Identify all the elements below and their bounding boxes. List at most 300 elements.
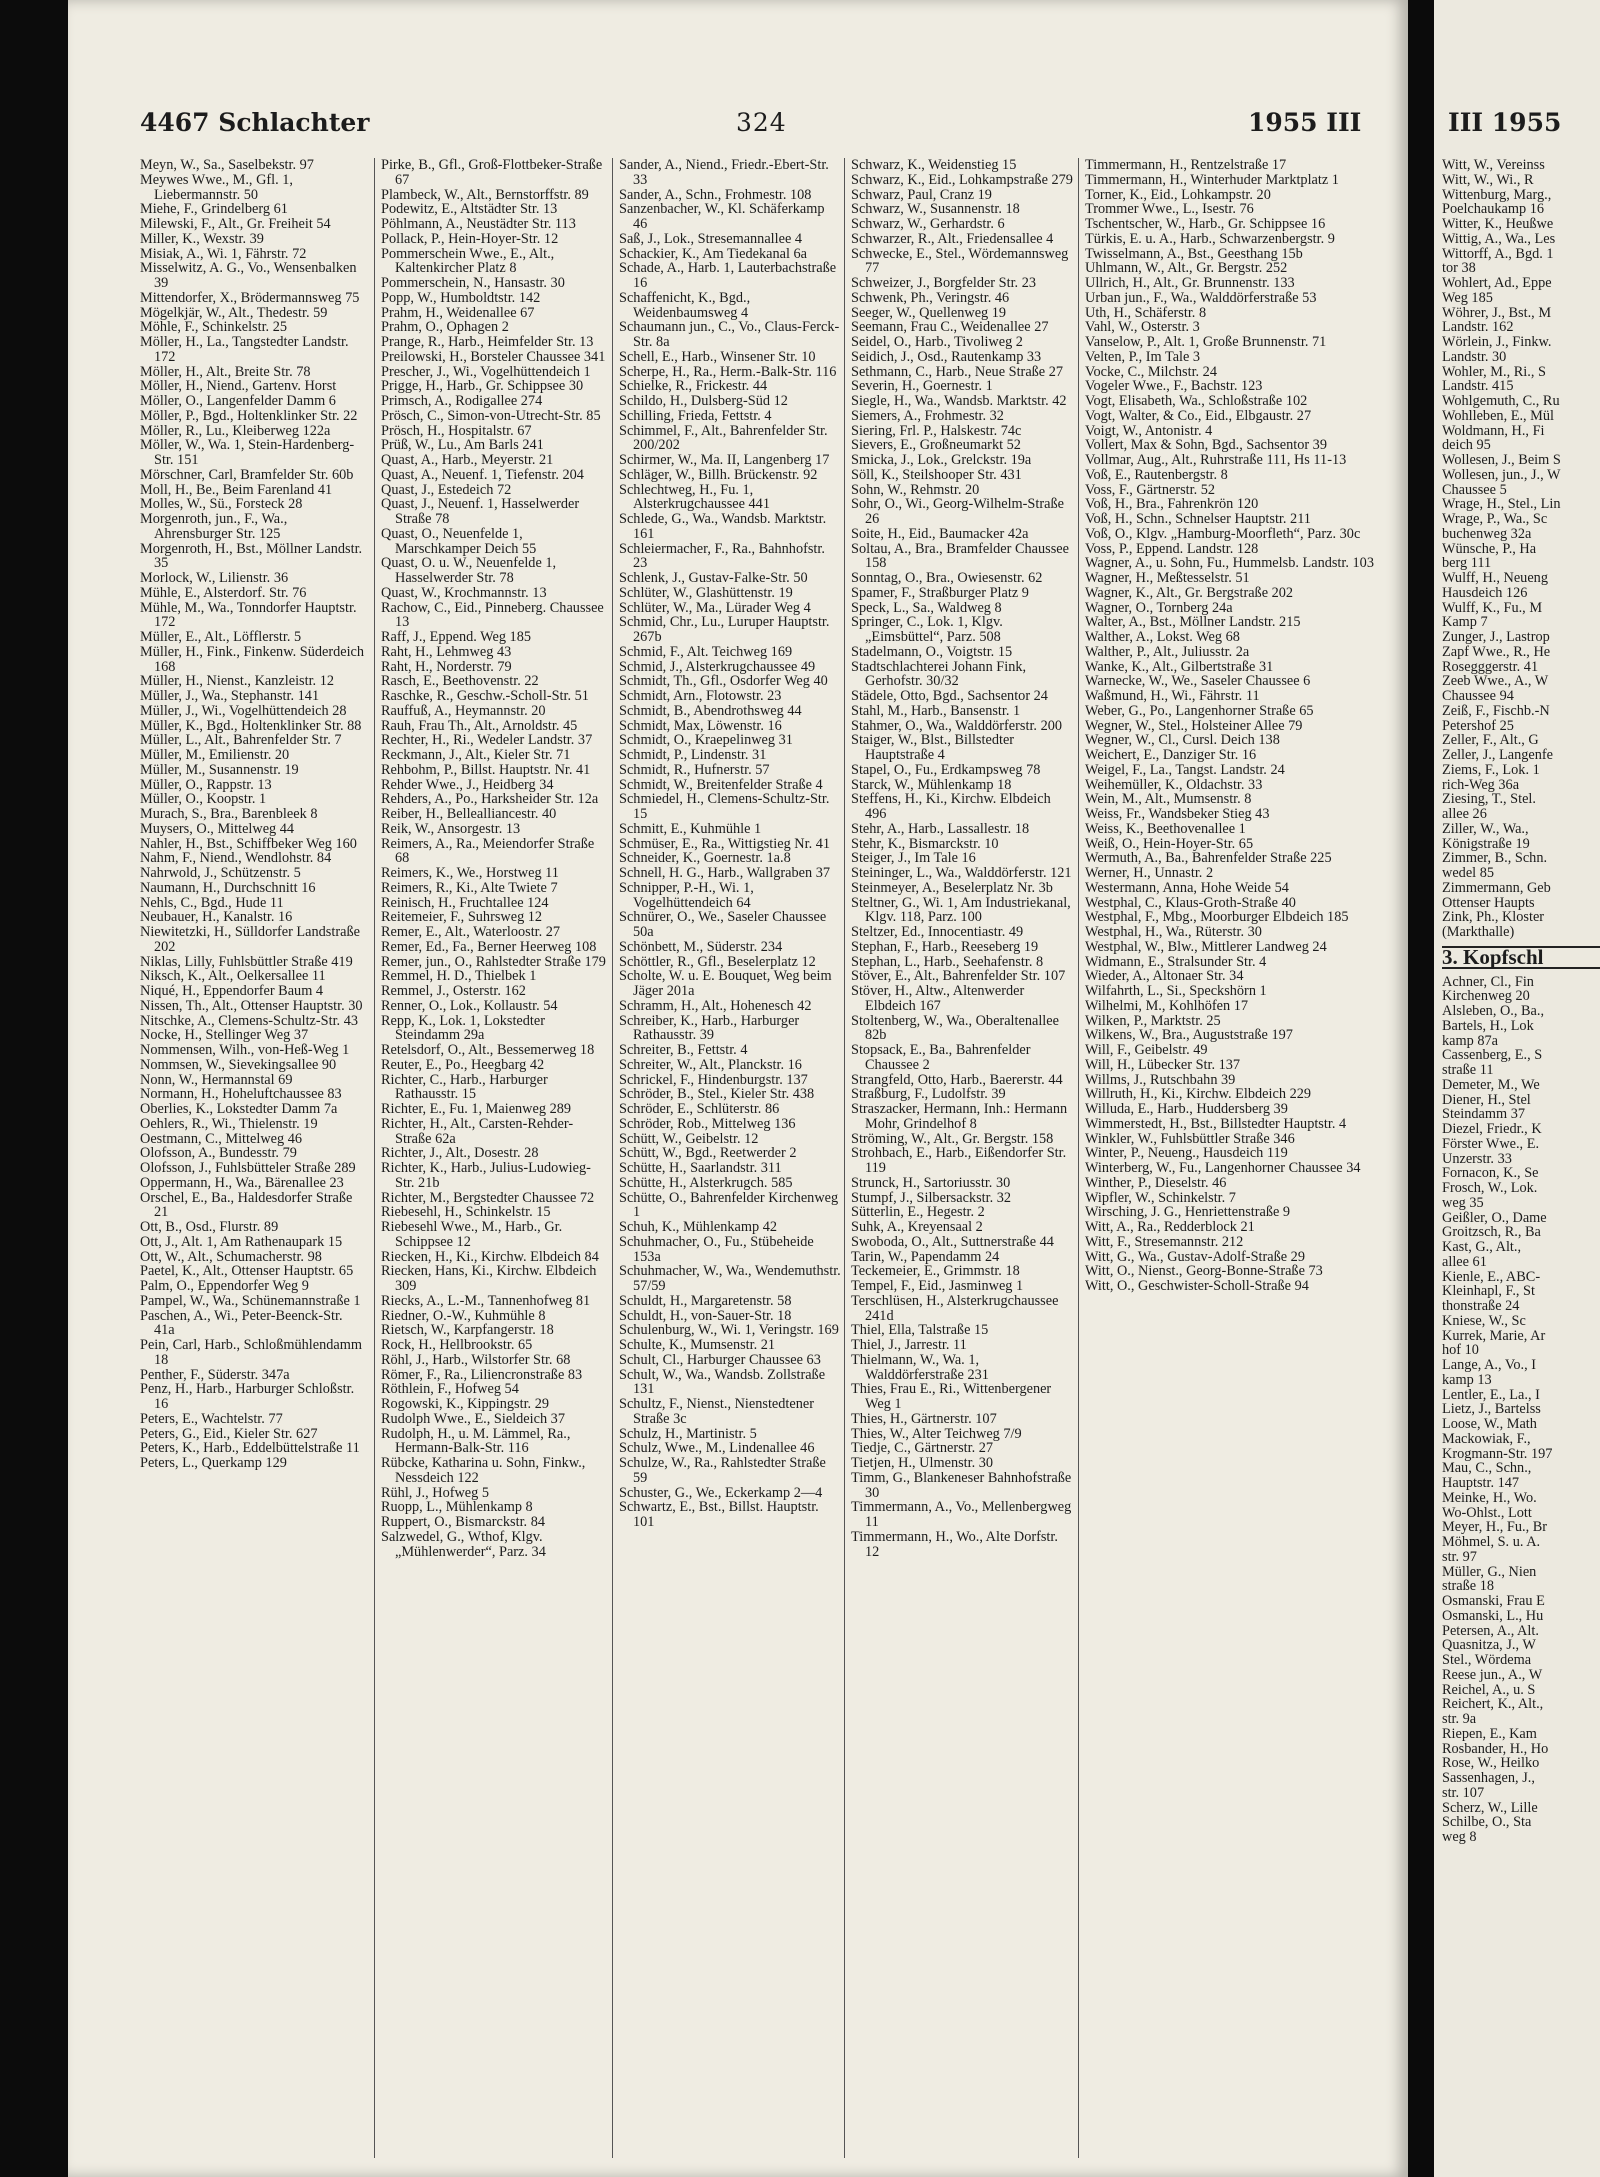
next-page-entry: rich-Weg 36a [1442,776,1520,793]
directory-entry: Schell, E., Harb., Winsener Str. 10 [619,348,816,365]
directory-entry: Ott, B., Osd., Flurstr. 89 [140,1219,279,1235]
directory-entry: Müller, K., Bgd., Holtenklinker Str. 88 [140,717,362,734]
directory-entry: Wilfahrth, L., Si., Speckshörn 1 [1085,983,1267,999]
next-page-entry: str. 97 [1442,1548,1477,1565]
directory-entry: Steiger, J., Im Tale 16 [851,850,976,867]
next-page-entry: straße 11 [1442,1062,1494,1078]
directory-entry: Stephan, F., Harb., Reeseberg 19 [851,938,1039,955]
directory-entry: Wegner, W., Stel., Holsteiner Allee 79 [1085,717,1303,734]
directory-entry: Nocke, H., Stellinger Weg 37 [140,1027,309,1044]
directory-entry: Wagner, O., Tornberg 24a [1085,599,1233,616]
directory-entry: Schirmer, W., Ma. II, Langenberg 17 [619,452,830,468]
directory-entry: Rauh, Frau Th., Alt., Arnoldstr. 45 [381,717,578,734]
directory-entry: Wagner, K., Alt., Gr. Bergstraße 202 [1085,584,1294,601]
directory-entry: Miller, K., Wexstr. 39 [140,230,264,247]
directory-entry: Sander, A., Niend., Friedr.-Ebert-Str. 33 [619,158,829,188]
directory-entry: Voß, O., Klgv. „Hamburg-Moorfleth“, Parz. 30c [1085,525,1361,542]
directory-entry: Rechter, H., Ri., Wedeler Landstr. 37 [381,732,593,749]
directory-entry: Siegle, H., Wa., Wandsb. Marktstr. 42 [851,393,1067,409]
directory-entry: Schröder, B., Stel., Kieler Str. 438 [619,1086,815,1103]
directory-entry: Nahler, H., Bst., Schiffbeker Weg 160 [140,835,357,852]
next-page-entry: Witt, W., Vereinss [1442,157,1545,173]
directory-entry: Scherpe, H., Ra., Herm.-Balk-Str. 116 [619,363,837,380]
directory-entry: Speck, L., Sa., Waldweg 8 [851,599,1002,616]
directory-entry: Schildo, H., Dulsberg-Süd 12 [619,393,788,409]
directory-entry: Quast, J., Estedeich 72 [381,481,512,498]
directory-entry: Sanzenbacher, W., Kl. Schäferkamp 46 [619,201,825,232]
directory-entry: Müller, J., Wa., Stephanstr. 141 [140,688,320,704]
directory-entry: Schmid, Chr., Lu., Luruper Hauptstr. 267b [619,614,830,645]
next-page-entry: Chaussee 5 [1442,481,1507,498]
next-page-entry: kamp 13 [1442,1371,1492,1388]
directory-entry: Söll, K., Steilshooper Str. 431 [851,466,1022,483]
directory-entry: Röhl, J., Harb., Wilstorfer Str. 68 [381,1351,571,1368]
directory-entry: Vollmar, Aug., Alt., Ruhrstraße 111, Hs 11-13 [1085,452,1347,468]
next-page-entry: Achner, Cl., Fin [1442,973,1534,990]
next-page-entry: Wohlgemuth, C., Ru [1442,393,1560,409]
directory-entry: Soltau, A., Bra., Bramfelder Chaussee 158 [851,540,1069,572]
next-page-entry: Landstr. 30 [1442,348,1507,365]
directory-entry: Meyn, W., Sa., Saselbekstr. 97 [140,158,314,173]
directory-entry: Twisselmann, A., Bst., Geesthang 15b [1085,245,1303,262]
directory-entry: Schmidt, Th., Gfl., Osdorfer Weg 40 [619,673,828,690]
directory-entry: Westphal, C., Klaus-Groth-Straße 40 [1085,894,1296,911]
next-page-entry: Wöhrer, J., Bst., M [1442,304,1552,321]
directory-entry: Quast, O. u. W., Neuenfelde 1, Hasselwerder Str. 78 [381,555,557,586]
directory-entry: Wilken, P., Marktstr. 25 [1085,1012,1221,1029]
directory-entry: Renner, O., Lok., Kollaustr. 54 [381,997,558,1014]
directory-entry: Westphal, W., Blw., Mittlerer Landweg 24 [1085,938,1327,955]
directory-entry: Schreiter, W., Alt., Planckstr. 16 [619,1056,802,1073]
directory-entry: Schleiermacher, F., Ra., Bahnhofstr. 23 [619,540,825,572]
next-page-entry: weg 35 [1442,1194,1484,1211]
directory-entry: Naumann, H., Durchschnitt 16 [140,879,316,896]
directory-entry: Werner, H., Unnastr. 2 [1085,865,1214,881]
next-page-entry: Landstr. 162 [1442,319,1514,336]
next-page-entry: Kleinhapl, F., St [1442,1283,1535,1300]
directory-entry: Penz, H., Harb., Harburger Schloßstr. 16 [140,1381,355,1412]
next-page-entry: Hauptstr. 147 [1442,1475,1520,1491]
next-page-entry: Wohler, M., Ri., S [1442,363,1546,380]
directory-entry: Richter, J., Alt., Dosestr. 28 [381,1145,539,1162]
next-page-entry: Osmanski, Frau E [1442,1593,1545,1609]
next-page-entry: thonstraße 24 [1442,1298,1520,1314]
directory-entry: Urban jun., F., Wa., Walddörferstraße 53 [1085,289,1317,306]
directory-entry: Spamer, F., Straßburger Platz 9 [851,584,1029,601]
next-page-entry: Rosbander, H., Ho [1442,1740,1549,1757]
directory-entry: Riecken, Hans, Ki., Kirchw. Elbdeich 309 [381,1263,597,1294]
directory-entry: Schweizer, J., Borgfelder Str. 23 [851,275,1036,291]
directory-entry: Olofsson, J., Fuhlsbütteler Straße 289 [140,1160,356,1176]
directory-entry: Sievers, E., Großneumarkt 52 [851,437,1021,454]
directory-entry: Schwenk, Ph., Veringstr. 46 [851,289,1010,306]
directory-entry: Stehr, K., Bismarckstr. 10 [851,835,999,852]
directory-entry: Winther, P., Dieselstr. 46 [1085,1174,1227,1191]
directory-entry: Möller, R., Lu., Kleiberweg 122a [140,422,331,439]
next-page-entry: Kast, G., Alt., [1442,1239,1522,1255]
directory-entry: Wagner, H., Meßtesselstr. 51 [1085,570,1250,586]
directory-entry: Meywes Wwe., M., Gfl. 1, Liebermannstr. 50 [140,171,294,203]
next-page-entry: Ziems, F., Lok. 1 [1442,761,1540,778]
directory-entry: Salzwedel, G., Wthof, Klgv. „Mühlenwerder“, Parz. 34 [381,1528,546,1560]
page-number: 324 [736,108,787,137]
directory-entry: Voss, F., Gärtnerstr. 52 [1085,481,1216,498]
next-page-entry: str. 107 [1442,1784,1485,1801]
next-page-entry: Krogmann-Str. 197 [1442,1445,1553,1462]
directory-entry: Seemann, Frau C., Weidenallee 27 [851,319,1049,336]
directory-entry: Niksch, K., Alt., Oelkersallee 11 [140,968,326,985]
directory-entry: Remmel, J., Osterstr. 162 [381,983,526,999]
directory-entry: Pein, Carl, Harb., Schloßmühlendamm 18 [140,1337,362,1368]
directory-entry: Rogowski, K., Kippingstr. 29 [381,1396,550,1412]
directory-entry: Trommer Wwe., L., Isestr. 76 [1085,201,1254,218]
directory-entry: Müller, J., Wi., Vogelhüttendeich 28 [140,702,347,719]
directory-entry: Molles, W., Sü., Forsteck 28 [140,496,303,513]
next-page-entry: Wohlleben, E., Mül [1442,407,1555,424]
directory-entry: Peters, G., Eid., Kieler Str. 627 [140,1425,318,1442]
directory-entry: Quast, A., Harb., Meyerstr. 21 [381,452,554,468]
directory-entry: Schmitt, E., Kuhmühle 1 [619,820,762,837]
directory-entry: Winter, P., Neueng., Hausdeich 119 [1085,1145,1288,1162]
directory-entry: Rudolph Wwe., E., Sieldeich 37 [381,1410,565,1427]
directory-entry: Misiak, A., Wi. 1, Fährstr. 72 [140,245,307,262]
directory-entry: Swoboda, O., Alt., Suttnerstraße 44 [851,1233,1054,1250]
next-page-entry: Wollesen, jun., J., W [1442,466,1561,483]
directory-entry: Repp, K., Lok. 1, Lokstedter Steindamm 29a [381,1012,545,1044]
next-page-entry: Zimmer, B., Schn. [1442,850,1548,867]
next-page-entry: Zimmermann, Geb [1442,879,1551,896]
next-page-column [1442,158,1600,1845]
directory-entry: Willruth, H., Ki., Kirchw. Elbdeich 229 [1085,1086,1312,1103]
next-page-header: III 1955 [1448,108,1562,137]
directory-entry: Walther, P., Alt., Juliusstr. 2a [1085,643,1250,660]
directory-entry: Willms, J., Rutschbahn 39 [1085,1071,1236,1088]
directory-entry: Müller, H., Nienst., Kanzleistr. 12 [140,673,334,690]
directory-entry: Thiel, Ella, Talstraße 15 [851,1322,989,1339]
directory-entry: Straszacker, Hermann, Inh.: Hermann Mohr, Grindelhof 8 [851,1101,1068,1132]
directory-entry: Soite, H., Eid., Baumacker 42a [851,525,1029,542]
next-page-entry: Steindamm 37 [1442,1106,1525,1123]
directory-entry: Schwarz, Paul, Cranz 19 [851,186,992,203]
directory-entry: Müller, M., Emilienstr. 20 [140,747,290,763]
next-page-entry: straße 18 [1442,1578,1495,1595]
directory-entry: Schütt, W., Bgd., Reetwerder 2 [619,1145,797,1162]
directory-entry: Timmermann, H., Rentzelstraße 17 [1085,158,1287,173]
next-page-entry: Wollesen, J., Beim S [1442,452,1561,468]
directory-entry: Suhk, A., Kreyensaal 2 [851,1219,983,1235]
directory-entry: Raschke, R., Geschw.-Scholl-Str. 51 [381,688,589,704]
directory-entry: Ullrich, H., Alt., Gr. Brunnenstr. 133 [1085,275,1295,291]
directory-entry: Remer, jun., O., Rahlstedter Straße 179 [381,953,606,970]
directory-entry: Schmidt, P., Lindenstr. 31 [619,747,767,763]
directory-entry: Niewitetzki, H., Sülldorfer Landstraße 202 [140,924,360,955]
directory-entry: Schwarz, W., Susannenstr. 18 [851,201,1020,218]
directory-entry: Stehr, A., Harb., Lassallestr. 18 [851,820,1030,837]
next-page-entry: Fornacon, K., Se [1442,1165,1539,1182]
next-page-entry: Witter, K., Heußwe [1442,216,1554,232]
column-2 [374,158,609,2158]
directory-entry: Stahmer, O., Wa., Walddörferstr. 200 [851,717,1063,734]
directory-entry: Thies, W., Alter Teichweg 7/9 [851,1425,1022,1442]
directory-entry: Paetel, K., Alt., Ottenser Hauptstr. 65 [140,1263,354,1280]
directory-entry: Weiss, K., Beethovenallee 1 [1085,820,1246,837]
directory-entry: Raht, H., Norderstr. 79 [381,658,512,675]
directory-entry: Schönbett, M., Süderstr. 234 [619,938,783,955]
directory-entry: Quast, A., Neuenf. 1, Tiefenstr. 204 [381,466,584,483]
directory-entry: Müller, E., Alt., Löfflerstr. 5 [140,629,302,645]
next-page-entry: Woldmann, H., Fi [1442,422,1545,439]
directory-entry: Peters, L., Querkamp 129 [140,1455,287,1471]
directory-entry: Schnürer, O., We., Saseler Chaussee 50a [619,909,827,940]
directory-entry: Pirke, B., Gfl., Groß-Flottbeker-Straße 67 [381,158,603,188]
directory-entry: Richter, E., Fu. 1, Maienweg 289 [381,1101,572,1117]
directory-entry: Sander, A., Schn., Frohmestr. 108 [619,186,812,203]
directory-entry: Schuhmacher, O., Fu., Stübeheide 153a [619,1233,814,1265]
directory-entry: Retelsdorf, O., Alt., Bessemerweg 18 [381,1042,595,1058]
directory-entry: Reinisch, H., Fruchtallee 124 [381,894,549,911]
directory-entry: Prigge, H., Harb., Gr. Schippsee 30 [381,378,584,395]
directory-entry: Riecks, A., L.-M., Tannenhofweg 81 [381,1292,591,1309]
directory-entry: Schläger, W., Billh. Brückenstr. 92 [619,466,818,483]
directory-entry: Straßburg, F., Ludolfstr. 39 [851,1086,1006,1103]
directory-page [68,0,1408,2177]
directory-entry: Winkler, W., Fuhlsbüttler Straße 346 [1085,1130,1295,1147]
directory-entry: Weiss, Fr., Wandsbeker Stieg 43 [1085,806,1270,822]
directory-entry: Pollack, P., Hein-Hoyer-Str. 12 [381,230,559,247]
directory-entry: Torner, K., Eid., Lohkampstr. 20 [1085,186,1271,203]
directory-entry: Nissen, Th., Alt., Ottenser Hauptstr. 30 [140,997,363,1014]
directory-entry: Schulz, H., Martinistr. 5 [619,1425,757,1442]
directory-entry: Schrickel, F., Hindenburgstr. 137 [619,1071,808,1088]
directory-entry: Möhle, F., Schinkelstr. 25 [140,319,287,336]
next-page-entry: Rose, W., Heilko [1442,1755,1540,1772]
directory-entry: Orschel, E., Ba., Haldesdorfer Straße 21 [140,1189,353,1221]
directory-entry: Vogt, Walter, & Co., Eid., Elbgaustr. 27 [1085,407,1312,424]
directory-entry: Schackier, K., Am Tiedekanal 6a [619,245,808,262]
directory-entry: Niklas, Lilly, Fuhlsbüttler Straße 419 [140,953,353,970]
directory-entry: Schmidt, R., Hufnerstr. 57 [619,761,770,778]
directory-entry: Schreiber, K., Harb., Harburger Rathausstr. 39 [619,1012,800,1044]
directory-entry: Will, H., Lübecker Str. 137 [1085,1056,1241,1073]
directory-entry: Schröder, E., Schlüterstr. 86 [619,1101,780,1117]
directory-entry: Reimers, A., Ra., Meiendorfer Straße 68 [381,835,595,867]
directory-entry: Schmidt, B., Abendrothsweg 44 [619,702,802,719]
next-page-entry: Kienle, E., ABC- [1442,1268,1541,1285]
directory-entry: Schlede, G., Wa., Wandsb. Marktstr. 161 [619,511,827,542]
directory-entry: Ströming, W., Alt., Gr. Bergstr. 158 [851,1130,1054,1147]
directory-entry: Tarin, W., Papendamm 24 [851,1248,1000,1265]
directory-entry: Schmid, J., Alsterkrugchaussee 49 [619,658,816,675]
directory-entry: Rudolph, H., u. M. Lämmel, Ra., Hermann-Balk-Str. 116 [381,1425,571,1457]
next-page-entry: str. 9a [1442,1711,1477,1727]
directory-entry: Remer, E., Alt., Waterloostr. 27 [381,924,561,940]
directory-entry: Sethmann, C., Harb., Neue Straße 27 [851,363,1064,380]
directory-entry: Vocke, C., Milchstr. 24 [1085,363,1217,380]
next-page-entry: berg 111 [1442,555,1492,572]
directory-entry: Schütt, W., Geibelstr. 12 [619,1130,759,1147]
directory-entry: Morgenroth, jun., F., Wa., Ahrensburger Str. 125 [140,511,288,542]
directory-entry: Schimmel, F., Alt., Bahrenfelder Str. 200/202 [619,422,828,454]
next-page-entry: Reichert, K., Alt., [1442,1696,1544,1713]
directory-entry: Schneider, K., Goernestr. 1a.8 [619,850,791,867]
directory-entry: Stumpf, J., Silbersackstr. 32 [851,1189,1012,1206]
directory-entry: Schult, W., Wa., Wandsb. Zollstraße 131 [619,1366,826,1398]
directory-entry: Velten, P., Im Tale 3 [1085,348,1201,365]
directory-entry: Seeger, W., Quellenweg 19 [851,304,1007,321]
directory-entry: Strunck, H., Sartoriusstr. 30 [851,1174,1011,1191]
directory-entry: Steltzer, Ed., Innocentiastr. 49 [851,924,1024,940]
next-page-entry: Kamp 7 [1442,614,1488,631]
directory-entry: Riebesehl, H., Schinkelstr. 15 [381,1204,551,1221]
edition-year: 1955 III [1248,108,1362,137]
directory-entry: Pommerschein Wwe., E., Alt., Kaltenkircher Platz 8 [381,245,555,277]
directory-entry: Vahl, W., Osterstr. 3 [1085,319,1200,336]
column-5 [1078,158,1403,2158]
directory-entry: Staiger, W., Blst., Billstedter Hauptstraße 4 [851,732,1015,763]
directory-entry: Normann, H., Hoheluftchaussee 83 [140,1086,342,1103]
directory-entry: Richter, H., Alt., Carsten-Rehder-Straße 62a [381,1115,574,1147]
directory-entry: Oehlers, R., Wi., Thielenstr. 19 [140,1115,318,1132]
next-page-entry: Zapf Wwe., R., He [1442,643,1551,660]
next-page-entry: Förster Wwe., E. [1442,1135,1540,1152]
next-page-entry: Cassenberg, E., S [1442,1047,1543,1064]
directory-entry: Remmel, H. D., Thielbek 1 [381,968,537,985]
directory-entry: Wipfler, W., Schinkelstr. 7 [1085,1189,1236,1206]
directory-entry: Schmidt, Arn., Flotowstr. 23 [619,688,782,704]
directory-entry: Oestmann, C., Mittelweg 46 [140,1130,303,1147]
directory-entry: Schmidt, Max, Löwenstr. 16 [619,717,782,734]
directory-entry: Prahm, O., Ophagen 2 [381,319,509,336]
directory-entry: Wilkens, W., Bra., Auguststraße 197 [1085,1027,1293,1044]
next-page-entry: Zeeb Wwe., A., W [1442,673,1549,690]
next-page-entry: Poelchaukamp 16 [1442,201,1545,218]
directory-entry: Warnecke, W., We., Saseler Chaussee 6 [1085,673,1311,690]
directory-entry: Pampel, W., Wa., Schünemannstraße 1 [140,1292,361,1309]
directory-entry: Miehe, F., Grindelberg 61 [140,201,288,218]
next-page-entry: Wulff, K., Fu., M [1442,599,1543,616]
directory-entry: Sonntag, O., Bra., Owiesenstr. 62 [851,570,1043,586]
next-page-entry: Alsleben, O., Ba., [1442,1003,1545,1019]
directory-entry: Weiß, O., Hein-Hoyer-Str. 65 [1085,835,1254,852]
directory-entry: Popp, W., Humboldtstr. 142 [381,289,541,306]
next-page-entry: Wohlert, Ad., Eppe [1442,275,1552,291]
directory-entry: Nehls, C., Bgd., Hude 11 [140,894,284,911]
directory-entry: Winterberg, W., Fu., Langenhorner Chaussee 34 [1085,1160,1361,1176]
directory-entry: Smicka, J., Lok., Grelckstr. 19a [851,452,1032,468]
directory-entry: Prahm, H., Weidenallee 67 [381,304,535,321]
directory-entry: Schmüser, E., Ra., Wittigstieg Nr. 41 [619,835,831,852]
directory-entry: Schwecke, E., Stel., Wördemannsweg 77 [851,245,1069,277]
next-page-entry: Reichel, A., u. S [1442,1681,1536,1698]
next-page-entry: Quasnitza, J., W [1442,1637,1536,1654]
directory-entry: Stapel, O., Fu., Erdkampsweg 78 [851,761,1041,778]
directory-entry: Weihemüller, K., Oldachstr. 33 [1085,776,1263,793]
directory-entry: Podewitz, E., Altstädter Str. 13 [381,201,558,218]
directory-entry: Muysers, O., Mittelweg 44 [140,820,295,837]
directory-entry: Schwarz, K., Weidenstieg 15 [851,158,1017,173]
directory-entry: Paschen, A., Wi., Peter-Beenck-Str. 41a [140,1307,343,1339]
directory-entry: Vanselow, P., Alt. 1, Große Brunnenstr. 71 [1085,334,1327,350]
directory-entry: Witt, O., Nienst., Georg-Bonne-Straße 73 [1085,1263,1323,1280]
directory-entry: Reiber, H., Bellealliancestr. 40 [381,806,557,822]
directory-entry: Witt, F., Stresemannstr. 212 [1085,1233,1244,1250]
directory-entry: Reuter, E., Po., Heegbarg 42 [381,1056,545,1073]
directory-entry: Springer, C., Lok. 1, Klgv. „Eimsbüttel“, Parz. 508 [851,614,1003,645]
directory-entry: Nahrwold, J., Schützenstr. 5 [140,865,301,881]
directory-entry: Tiedje, C., Gärtnerstr. 27 [851,1440,994,1457]
directory-entry: Schuhmacher, W., Wa., Wendemuthstr. 57/59 [619,1263,841,1294]
directory-entry: Palm, O., Eppendorfer Weg 9 [140,1278,309,1294]
next-page-entry: Diezel, Friedr., K [1442,1121,1542,1137]
directory-entry: Möller, H., Niend., Gartenv. Horst [140,378,337,395]
next-page-entry: Kniese, W., Sc [1442,1312,1526,1329]
directory-entry: Weigel, F., La., Tangst. Landstr. 24 [1085,761,1285,778]
next-page-entry: Wittig, A., Wa., Les [1442,230,1556,247]
directory-entry: Rehbohm, P., Billst. Hauptstr. Nr. 41 [381,761,591,778]
directory-entry: Ruppert, O., Bismarckstr. 84 [381,1514,546,1530]
next-page-entry: Chaussee 94 [1442,688,1514,704]
directory-entry: Timm, G., Blankeneser Bahnhofstraße 30 [851,1469,1072,1501]
directory-entry: Schlüter, W., Glashüttenstr. 19 [619,584,793,601]
directory-entry: Timmermann, H., Winterhuder Marktplatz 1 [1085,171,1339,188]
directory-entry: Walter, A., Bst., Möllner Landstr. 215 [1085,614,1301,631]
directory-entry: Witt, A., Ra., Redderblock 21 [1085,1219,1255,1235]
next-page-entry: Landstr. 415 [1442,378,1514,395]
directory-entry: Möller, H., La., Tangstedter Landstr. 172 [140,334,349,365]
next-page-entry: Zink, Ph., Kloster [1442,909,1545,926]
directory-entry: Schwartz, E., Bst., Billst. Hauptstr. 101 [619,1499,819,1530]
next-page-entry: Scherz, W., Lille [1442,1799,1538,1816]
directory-entry: Müller, M., Susannenstr. 19 [140,761,299,778]
directory-entry: Riebesehl Wwe., M., Harb., Gr. Schippsee 12 [381,1219,563,1250]
next-page-entry: Ziller, W., Wa., [1442,820,1529,837]
next-page-entry: weg 8 [1442,1829,1477,1845]
directory-entry: Weichert, E., Danziger Str. 16 [1085,747,1257,763]
directory-entry: Rehder Wwe., J., Heidberg 34 [381,776,554,793]
directory-entry: Schielke, R., Frickestr. 44 [619,378,768,395]
next-page-entry: Lietz, J., Bartelss [1442,1401,1541,1418]
next-page-entry: Königstraße 19 [1442,835,1530,852]
next-page-entry: Rosegggerstr. 41 [1442,658,1539,675]
directory-entry: Scholte, W. u. E. Bouquet, Weg beim Jäger 201a [619,968,832,999]
directory-entry: Reitemeier, F., Suhrsweg 12 [381,909,543,926]
directory-entry: Sütterlin, E., Hegestr. 2 [851,1204,985,1221]
directory-entry: Voigt, W., Antonistr. 4 [1085,422,1213,439]
directory-entry: Misselwitz, A. G., Vo., Wensenbalken 39 [140,260,357,291]
directory-entry: Römer, F., Ra., Liliencronstraße 83 [381,1366,583,1383]
directory-entry: Mühle, E., Alsterdorf. Str. 76 [140,584,307,601]
directory-entry: Niqué, H., Eppendorfer Baum 4 [140,983,324,999]
directory-entry: Schuldt, H., von-Sauer-Str. 18 [619,1307,792,1324]
directory-entry: Uth, H., Schäferstr. 8 [1085,304,1207,321]
directory-entry: Plambeck, W., Alt., Bernstorffstr. 89 [381,186,589,203]
directory-entry: Schwarzer, R., Alt., Friedensallee 4 [851,230,1054,247]
directory-entry: Witt, G., Wa., Gustav-Adolf-Straße 29 [1085,1248,1305,1265]
directory-entry: Voß, H., Bra., Fahrenkrön 120 [1085,496,1259,513]
next-page-entry: Hausdeich 126 [1442,584,1528,601]
directory-entry: Schöttler, R., Gfl., Beselerplatz 12 [619,953,816,970]
next-page-entry: Ziesing, T., Stel. [1442,791,1536,808]
next-page-edge [1434,0,1600,2177]
book-gutter [1408,0,1434,2177]
next-page-entry: Meyer, H., Fu., Br [1442,1519,1548,1536]
directory-entry: Murach, S., Bra., Barenbleek 8 [140,806,318,822]
next-page-entry: Zunger, J., Lastrop [1442,629,1550,645]
directory-entry: Westphal, H., Wa., Rüterstr. 30 [1085,924,1262,940]
directory-entry: Pommerschein, N., Hansastr. 30 [381,275,565,291]
directory-entry: Rietsch, W., Karpfangerstr. 18 [381,1322,554,1339]
next-page-entry: Möhmel, S. u. A. [1442,1534,1541,1550]
